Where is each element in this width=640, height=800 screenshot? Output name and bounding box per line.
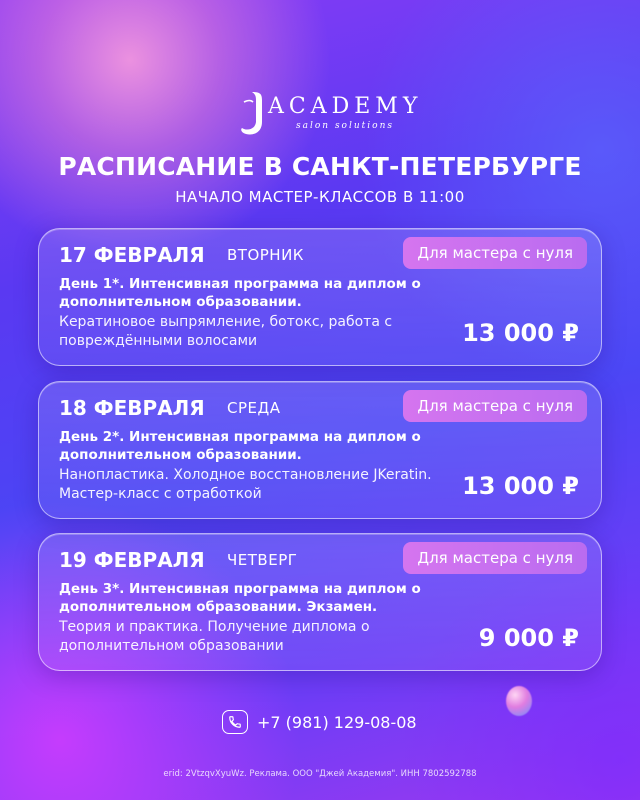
card-date: 18 ФЕВРАЛЯ [59,396,205,420]
academy-logo-mark-icon [238,88,270,138]
logo-tagline: salon solutions [296,121,394,131]
schedule-card [38,381,602,519]
logo-wordmark: ACADEMY [268,94,423,119]
contact-phone-link[interactable] [222,709,417,735]
card-weekday: ЧЕТВЕРГ [227,551,298,569]
card-description: Кератиновое выпрямление, ботокс, работа с повреждёнными волосами [59,314,393,349]
level-badge: Для мастера с нуля [403,542,587,574]
card-description: Нанопластика. Холодное восстановление JKeratin. Мастер-класс с отработкой [59,467,432,502]
legal-disclaimer: erid: 2VtzqvXyuWz. Реклама. ООО "Джей Академия". ИНН 7802592788 [163,769,477,779]
academy-logo [238,88,423,140]
card-weekday: СРЕДА [227,399,281,417]
card-program-title: День 2*. Интенсивная программа на диплом о дополнительном образовании. [59,429,421,463]
card-weekday: ВТОРНИК [227,246,304,264]
schedule-card [38,533,602,671]
decorative-orb-icon [506,686,532,716]
card-price: 9 000 ₽ [478,624,579,652]
page-subtitle: НАЧАЛО МАСТЕР-КЛАССОВ В 11:00 [175,188,465,206]
level-badge: Для мастера с нуля [403,237,587,269]
schedule-card [38,228,602,366]
phone-number: +7 (981) 129-08-08 [257,712,417,732]
card-program-title: День 1*. Интенсивная программа на диплом о дополнительном образовании. [59,276,421,310]
card-price: 13 000 ₽ [462,319,579,347]
phone-icon [222,710,248,734]
page-title: РАСПИСАНИЕ В САНКТ-ПЕТЕРБУРГЕ [58,152,582,181]
card-price: 13 000 ₽ [462,472,579,500]
level-badge: Для мастера с нуля [403,390,587,422]
card-program-title: День 3*. Интенсивная программа на диплом о дополнительном образовании. Экзамен. [59,581,421,615]
card-description: Теория и практика. Получение диплома о дополнительном образовании [59,619,370,654]
card-date: 19 ФЕВРАЛЯ [59,548,205,572]
card-date: 17 ФЕВРАЛЯ [59,243,205,267]
